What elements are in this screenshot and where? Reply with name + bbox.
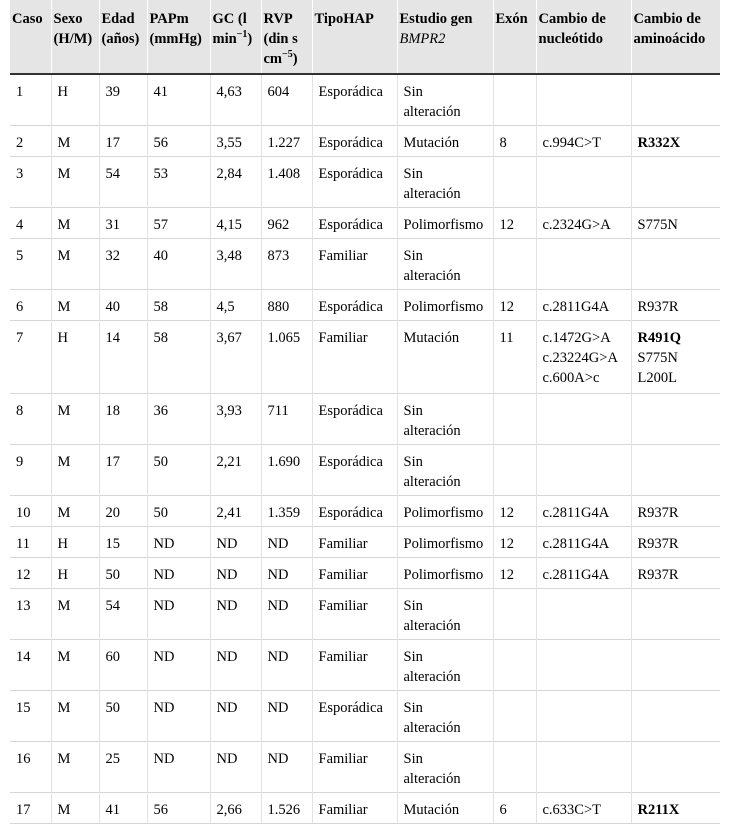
cell-edad: 18 (99, 393, 147, 444)
cell-cambio-aminoacido (631, 156, 720, 207)
cell-papm: 50 (147, 495, 210, 526)
cell-caso: 5 (10, 238, 51, 289)
cell-cambio-aminoacido-line: R491Q (637, 329, 681, 346)
cell-rvp: ND (261, 690, 312, 741)
table-row (10, 639, 720, 690)
cell-caso: 4 (10, 207, 51, 238)
cell-cambio-nucleotido-line: c.600A>c (542, 369, 600, 386)
cell-exon (493, 741, 536, 792)
cell-sexo: M (51, 125, 99, 156)
cell-rvp: 880 (261, 289, 312, 320)
cell-exon: 12 (493, 557, 536, 588)
cell-estudio-gen (397, 125, 493, 156)
cell-tipo-hap: Esporádica (312, 125, 397, 156)
cell-cambio-aminoacido (631, 320, 720, 393)
cell-cambio-nucleotido-line: c.994C>T (542, 134, 602, 151)
cell-edad: 54 (99, 156, 147, 207)
cell-caso: 15 (10, 690, 51, 741)
cell-estudio-gen-line: Polimorfismo (403, 216, 484, 233)
cell-edad: 20 (99, 495, 147, 526)
header-edad: Edad (años) (99, 0, 147, 74)
cell-cambio-aminoacido-line: R937R (637, 298, 679, 315)
cell-rvp: 873 (261, 238, 312, 289)
cell-tipo-hap: Esporádica (312, 156, 397, 207)
cell-estudio-gen (397, 320, 493, 393)
cell-rvp: 1.227 (261, 125, 312, 156)
cell-cambio-nucleotido (536, 125, 631, 156)
cell-gc: 3,93 (210, 393, 261, 444)
cell-exon (493, 444, 536, 495)
cell-exon (493, 588, 536, 639)
cell-rvp: ND (261, 741, 312, 792)
cell-rvp: 1.359 (261, 495, 312, 526)
cell-sexo: M (51, 289, 99, 320)
cell-cambio-aminoacido (631, 526, 720, 557)
cell-exon: 12 (493, 289, 536, 320)
cell-rvp: ND (261, 526, 312, 557)
cell-caso: 9 (10, 444, 51, 495)
cell-estudio-gen-line: Sin (403, 597, 423, 614)
cell-gc: 4,63 (210, 74, 261, 125)
cell-cambio-nucleotido (536, 320, 631, 393)
cell-estudio-gen (397, 289, 493, 320)
cell-estudio-gen-line: Sin (403, 648, 423, 665)
cell-cambio-aminoacido (631, 588, 720, 639)
cell-sexo: M (51, 639, 99, 690)
cell-rvp: 711 (261, 393, 312, 444)
cell-rvp: ND (261, 557, 312, 588)
cell-estudio-gen (397, 495, 493, 526)
cell-cambio-nucleotido-line: c.2811G4A (542, 535, 610, 552)
cell-estudio-gen (397, 639, 493, 690)
cell-cambio-nucleotido (536, 792, 631, 823)
cell-tipo-hap: Familiar (312, 741, 397, 792)
cell-estudio-gen-line: Sin (403, 84, 423, 100)
cell-edad: 15 (99, 526, 147, 557)
cell-cambio-nucleotido-line: c.23224G>A (542, 349, 618, 366)
table-row (10, 792, 720, 823)
header-sexo: Sexo (H/M) (51, 0, 99, 74)
cell-cambio-nucleotido-line: c.2811G4A (542, 566, 610, 583)
cell-gc: 3,67 (210, 320, 261, 393)
cell-estudio-gen (397, 156, 493, 207)
cell-rvp: ND (261, 639, 312, 690)
cell-cambio-aminoacido (631, 557, 720, 588)
cell-tipo-hap: Familiar (312, 526, 397, 557)
cell-edad: 25 (99, 741, 147, 792)
cell-cambio-aminoacido (631, 238, 720, 289)
cell-sexo: M (51, 393, 99, 444)
cell-sexo: M (51, 495, 99, 526)
cell-cambio-nucleotido (536, 639, 631, 690)
cell-cambio-nucleotido (536, 74, 631, 125)
header-papm: PAPm (mmHg) (147, 0, 210, 74)
cell-estudio-gen (397, 238, 493, 289)
cell-exon: 12 (493, 495, 536, 526)
cell-estudio-gen (397, 690, 493, 741)
cell-cambio-aminoacido (631, 289, 720, 320)
cell-sexo: M (51, 690, 99, 741)
cell-tipo-hap: Familiar (312, 238, 397, 289)
cell-papm: 40 (147, 238, 210, 289)
cell-tipo-hap: Esporádica (312, 393, 397, 444)
cell-sexo: H (51, 74, 99, 125)
cell-exon (493, 74, 536, 125)
cell-cambio-aminoacido-line: S775N (637, 349, 678, 366)
cell-gc: ND (210, 741, 261, 792)
cell-cambio-nucleotido (536, 156, 631, 207)
cell-edad: 17 (99, 125, 147, 156)
cell-edad: 50 (99, 557, 147, 588)
cell-papm: 41 (147, 74, 210, 125)
cell-cambio-nucleotido (536, 393, 631, 444)
cell-cambio-aminoacido-line: R937R (637, 566, 679, 583)
cell-caso: 11 (10, 526, 51, 557)
cell-estudio-gen-line: alteración (403, 422, 461, 439)
table-row (10, 320, 720, 393)
cell-rvp: ND (261, 588, 312, 639)
cell-gc: ND (210, 557, 261, 588)
cell-papm: 58 (147, 289, 210, 320)
cell-papm: ND (147, 557, 210, 588)
cell-estudio-gen-line: alteración (403, 185, 461, 202)
cell-estudio-gen-line: alteración (403, 473, 461, 490)
cell-edad: 60 (99, 639, 147, 690)
cell-estudio-gen (397, 74, 493, 125)
cell-sexo: M (51, 588, 99, 639)
table-row (10, 741, 720, 792)
cell-exon: 11 (493, 320, 536, 393)
cell-caso: 14 (10, 639, 51, 690)
cell-estudio-gen (397, 741, 493, 792)
cell-papm: 58 (147, 320, 210, 393)
cell-tipo-hap: Familiar (312, 320, 397, 393)
table-row (10, 156, 720, 207)
cell-exon: 12 (493, 526, 536, 557)
cell-cambio-nucleotido (536, 495, 631, 526)
cell-cambio-nucleotido-line: c.1472G>A (542, 329, 611, 346)
cell-sexo: M (51, 444, 99, 495)
cell-papm: 53 (147, 156, 210, 207)
cell-tipo-hap: Familiar (312, 792, 397, 823)
cell-gc: 3,48 (210, 238, 261, 289)
table-row (10, 207, 720, 238)
cell-sexo: M (51, 207, 99, 238)
cell-tipo-hap: Familiar (312, 639, 397, 690)
cell-rvp: 1.065 (261, 320, 312, 393)
cell-sexo: H (51, 320, 99, 393)
cell-tipo-hap: Esporádica (312, 495, 397, 526)
header-row (10, 0, 720, 74)
cell-edad: 17 (99, 444, 147, 495)
cell-gc: 4,5 (210, 289, 261, 320)
cell-gc: ND (210, 588, 261, 639)
table-row (10, 444, 720, 495)
table-row (10, 74, 720, 125)
table-container (10, 0, 720, 824)
cell-cambio-aminoacido-line: R937R (637, 535, 679, 552)
cell-papm: ND (147, 690, 210, 741)
cell-caso: 3 (10, 156, 51, 207)
cell-tipo-hap: Familiar (312, 557, 397, 588)
cell-estudio-gen-line: Mutación (403, 801, 460, 818)
cell-cambio-aminoacido (631, 495, 720, 526)
cell-estudio-gen-line: Sin (403, 453, 423, 470)
cell-sexo: M (51, 156, 99, 207)
cell-gc: 2,21 (210, 444, 261, 495)
table-row (10, 393, 720, 444)
cell-edad: 14 (99, 320, 147, 393)
cell-estudio-gen-line: Sin (403, 402, 423, 419)
cell-caso: 1 (10, 74, 51, 125)
cell-estudio-gen-line: alteración (403, 267, 461, 284)
cell-estudio-gen (397, 207, 493, 238)
cell-cambio-aminoacido-line: R937R (637, 504, 679, 521)
cell-estudio-gen-line: Polimorfismo (403, 504, 484, 521)
table-row (10, 238, 720, 289)
cell-cambio-nucleotido-line: c.2811G4A (542, 504, 610, 521)
cell-caso: 16 (10, 741, 51, 792)
cell-caso: 12 (10, 557, 51, 588)
cell-exon (493, 690, 536, 741)
cell-estudio-gen-line: Sin (403, 699, 423, 716)
cell-cambio-aminoacido (631, 74, 720, 125)
table-row (10, 588, 720, 639)
cell-cambio-aminoacido (631, 690, 720, 741)
cell-papm: 56 (147, 125, 210, 156)
cell-cambio-aminoacido-line: S775N (637, 216, 678, 233)
cell-papm: ND (147, 741, 210, 792)
cell-cambio-aminoacido (631, 125, 720, 156)
cell-estudio-gen (397, 526, 493, 557)
header-exon: Exón (493, 0, 536, 74)
cell-estudio-gen-line: Sin (403, 247, 423, 264)
cell-estudio-gen-line: Polimorfismo (403, 298, 484, 315)
cell-estudio-gen-line: Polimorfismo (403, 566, 484, 583)
table-body (10, 74, 720, 823)
cell-caso: 2 (10, 125, 51, 156)
cell-edad: 54 (99, 588, 147, 639)
cell-exon (493, 156, 536, 207)
cell-caso: 7 (10, 320, 51, 393)
cell-gc: ND (210, 526, 261, 557)
cell-tipo-hap: Esporádica (312, 444, 397, 495)
cell-cambio-nucleotido (536, 690, 631, 741)
cell-estudio-gen-line: alteración (403, 719, 461, 736)
cell-estudio-gen-line: alteración (403, 104, 461, 120)
cell-cambio-aminoacido (631, 393, 720, 444)
cell-papm: ND (147, 639, 210, 690)
cell-edad: 32 (99, 238, 147, 289)
cell-estudio-gen-line: Mutación (403, 134, 460, 151)
header-gc: GC (l $\min^{-1}$) (210, 0, 261, 74)
cell-cambio-nucleotido (536, 741, 631, 792)
cell-cambio-aminoacido (631, 444, 720, 495)
cell-rvp: 1.526 (261, 792, 312, 823)
cell-papm: ND (147, 526, 210, 557)
bmpr2-cases-table (10, 0, 720, 824)
cell-papm: 57 (147, 207, 210, 238)
cell-tipo-hap: Esporádica (312, 207, 397, 238)
cell-exon: 8 (493, 125, 536, 156)
table-row (10, 526, 720, 557)
cell-estudio-gen (397, 792, 493, 823)
cell-caso: 13 (10, 588, 51, 639)
cell-cambio-nucleotido (536, 238, 631, 289)
cell-cambio-aminoacido (631, 639, 720, 690)
cell-gc: ND (210, 690, 261, 741)
cell-estudio-gen-line: Polimorfismo (403, 535, 484, 552)
cell-cambio-aminoacido-line: R211X (637, 801, 680, 818)
cell-cambio-aminoacido-line: L200L (637, 369, 677, 386)
cell-tipo-hap: Esporádica (312, 74, 397, 125)
cell-exon (493, 238, 536, 289)
cell-sexo: H (51, 526, 99, 557)
cell-rvp: 1.690 (261, 444, 312, 495)
cell-estudio-gen-line: Mutación (403, 329, 460, 346)
table-row (10, 690, 720, 741)
cell-sexo: M (51, 741, 99, 792)
cell-cambio-nucleotido-line: c.2324G>A (542, 216, 611, 233)
cell-estudio-gen-line: alteración (403, 770, 461, 787)
cell-estudio-gen-line: Sin (403, 165, 423, 182)
cell-cambio-aminoacido (631, 792, 720, 823)
cell-papm: ND (147, 588, 210, 639)
cell-exon (493, 639, 536, 690)
cell-estudio-gen-line: alteración (403, 668, 461, 685)
cell-rvp: 962 (261, 207, 312, 238)
cell-estudio-gen (397, 393, 493, 444)
table-row (10, 557, 720, 588)
cell-gc: ND (210, 639, 261, 690)
cell-estudio-gen (397, 588, 493, 639)
cell-cambio-aminoacido (631, 207, 720, 238)
cell-exon (493, 393, 536, 444)
cell-gc: 4,15 (210, 207, 261, 238)
cell-cambio-nucleotido-line: c.2811G4A (542, 298, 610, 315)
cell-papm: 36 (147, 393, 210, 444)
cell-cambio-aminoacido-line: R332X (637, 134, 681, 151)
cell-edad: 31 (99, 207, 147, 238)
cell-gc: 2,41 (210, 495, 261, 526)
cell-cambio-aminoacido (631, 741, 720, 792)
cell-rvp: 1.408 (261, 156, 312, 207)
cell-tipo-hap: Esporádica (312, 690, 397, 741)
cell-sexo: M (51, 792, 99, 823)
cell-edad: 40 (99, 289, 147, 320)
cell-cambio-nucleotido (536, 588, 631, 639)
cell-edad: 39 (99, 74, 147, 125)
cell-tipo-hap: Esporádica (312, 289, 397, 320)
cell-caso: 17 (10, 792, 51, 823)
cell-sexo: M (51, 238, 99, 289)
cell-sexo: H (51, 557, 99, 588)
cell-caso: 8 (10, 393, 51, 444)
table-row (10, 495, 720, 526)
cell-caso: 10 (10, 495, 51, 526)
cell-exon: 6 (493, 792, 536, 823)
cell-edad: 50 (99, 690, 147, 741)
cell-tipo-hap: Familiar (312, 588, 397, 639)
cell-papm: 50 (147, 444, 210, 495)
cell-cambio-nucleotido (536, 526, 631, 557)
header-cambio-aminoacido: Cambio de aminoácido (631, 0, 720, 74)
cell-estudio-gen-line: alteración (403, 617, 461, 634)
cell-caso: 6 (10, 289, 51, 320)
header-rvp: RVP (din s $cm^{-5}$) (261, 0, 312, 74)
cell-estudio-gen (397, 557, 493, 588)
cell-cambio-nucleotido (536, 207, 631, 238)
table-row (10, 125, 720, 156)
cell-gc: 2,84 (210, 156, 261, 207)
cell-exon: 12 (493, 207, 536, 238)
cell-papm: 56 (147, 792, 210, 823)
cell-edad: 41 (99, 792, 147, 823)
header-estudio-gen: Estudio gen BMPR2 (397, 0, 493, 74)
header-tipo-hap: TipoHAP (312, 0, 397, 74)
cell-gc: 3,55 (210, 125, 261, 156)
cell-cambio-nucleotido-line: c.633C>T (542, 801, 602, 818)
cell-cambio-nucleotido (536, 557, 631, 588)
cell-estudio-gen (397, 444, 493, 495)
header-cambio-nucleotido: Cambio de nucleótido (536, 0, 631, 74)
cell-gc: 2,66 (210, 792, 261, 823)
cell-estudio-gen-line: Sin (403, 750, 423, 767)
header-caso: Caso (10, 0, 51, 74)
table-header (10, 0, 720, 74)
table-row (10, 289, 720, 320)
cell-cambio-nucleotido (536, 444, 631, 495)
cell-cambio-nucleotido (536, 289, 631, 320)
cell-rvp: 604 (261, 74, 312, 125)
